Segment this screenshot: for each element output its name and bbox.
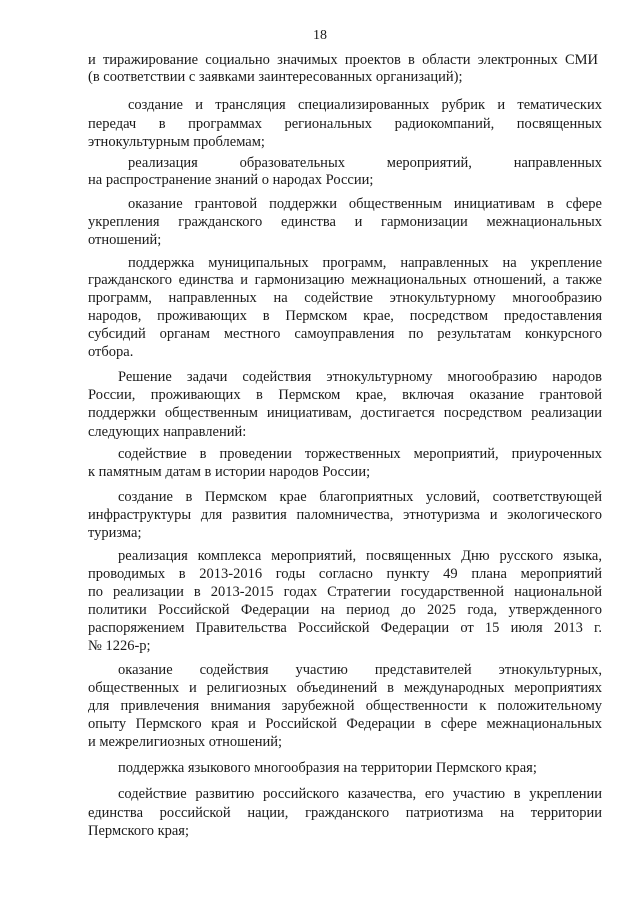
text-line: программ, направленных на содействие этнокультурному многообразию bbox=[88, 290, 602, 306]
text-line: и тиражирование социально значимых проектов в области электронных СМИ bbox=[88, 52, 598, 68]
text-line: (в соответствии с заявками заинтересованных организаций); bbox=[88, 69, 463, 85]
text-line: поддержки общественным инициативам, достигается посредством реализации bbox=[88, 405, 602, 421]
text-line: содействие развитию российского казачества, его участию в укреплении bbox=[118, 786, 602, 802]
text-line: единства российской нации, гражданского патриотизма на территории bbox=[88, 805, 602, 821]
text-line: опыту Пермского края и Российской Федерации в сфере межнациональных bbox=[88, 716, 602, 732]
text-line: поддержка муниципальных программ, направленных на укрепление bbox=[128, 255, 602, 271]
text-line: общественных и религиозных объединений в международных мероприятиях bbox=[88, 680, 602, 696]
text-line: № 1226-р; bbox=[88, 638, 151, 654]
text-line: содействие в проведении торжественных мероприятий, приуроченных bbox=[118, 446, 602, 462]
text-line: отношений; bbox=[88, 232, 162, 248]
text-line: отбора. bbox=[88, 344, 134, 360]
text-line: политики Российской Федерации на период до 2025 года, утвержденного bbox=[88, 602, 602, 618]
text-line: поддержка языкового многообразия на территории Пермского края; bbox=[118, 760, 537, 776]
text-line: гражданского единства и гармонизацию межнациональных отношений, а также bbox=[88, 272, 602, 288]
text-line: субсидий органам местного самоуправления по результатам конкурсного bbox=[88, 326, 602, 342]
text-line: инфраструктуры для развития паломничества, этнотуризма и экологического bbox=[88, 507, 602, 523]
text-line: на распространение знаний о народах России; bbox=[88, 172, 374, 188]
text-line: следующих направлений: bbox=[88, 424, 247, 440]
text-line: для привлечения внимания зарубежной общественности к положительному bbox=[88, 698, 602, 714]
text-line: передач в программах региональных радиокомпаний, посвященных bbox=[88, 116, 602, 132]
text-line: этнокультурным проблемам; bbox=[88, 134, 265, 150]
text-line: народов, проживающих в Пермском крае, посредством предоставления bbox=[88, 308, 602, 324]
text-line: Пермского края; bbox=[88, 823, 189, 839]
text-line: проводимых в 2013-2016 годы согласно пункту 49 плана мероприятий bbox=[88, 566, 602, 582]
page-number: 18 bbox=[313, 28, 327, 43]
text-line: создание и трансляция специализированных рубрик и тематических bbox=[128, 97, 602, 113]
text-line: оказание грантовой поддержки общественным инициативам в сфере bbox=[128, 196, 602, 212]
text-line: распоряжением Правительства Российской Федерации от 15 июля 2013 г. bbox=[88, 620, 602, 636]
text-line: туризма; bbox=[88, 525, 142, 541]
text-line: создание в Пермском крае благоприятных условий, соответствующей bbox=[118, 489, 602, 505]
text-line: по реализации в 2013-2015 годах Стратегии государственной национальной bbox=[88, 584, 602, 600]
text-line: Решение задачи содействия этнокультурному многообразию народов bbox=[118, 369, 602, 385]
text-line: реализация комплекса мероприятий, посвященных Дню русского языка, bbox=[118, 548, 602, 564]
text-line: реализация образовательных мероприятий, направленных bbox=[128, 155, 602, 171]
text-line: России, проживающих в Пермском крае, включая оказание грантовой bbox=[88, 387, 602, 403]
text-line: и межрелигиозных отношений; bbox=[88, 734, 283, 750]
text-line: к памятным датам в истории народов России; bbox=[88, 464, 371, 480]
text-line: оказание содействия участию представителей этнокультурных, bbox=[118, 662, 602, 678]
text-line: укрепления гражданского единства и гармонизации межнациональных bbox=[88, 214, 602, 230]
